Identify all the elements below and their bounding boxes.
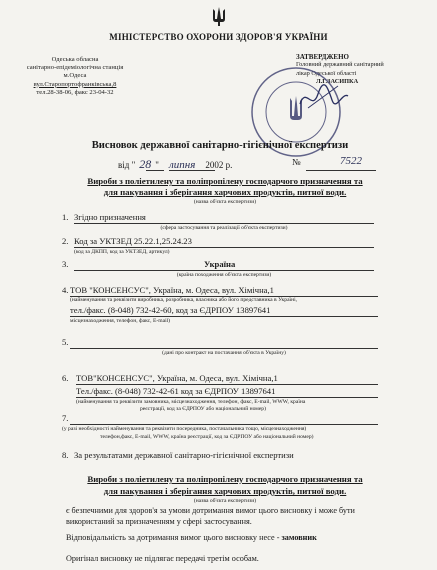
item-6-num: 6. xyxy=(62,373,69,383)
product-line-2: для пакування і зберігання харчових продуктів, питної води. xyxy=(103,187,347,197)
item-7-caption-b: телефон,факс, E-mail, WWW, країна реєстрації, код за ЄДРПОУ або національний номер) xyxy=(100,434,314,440)
ministry-title: МІНІСТЕРСТВО ОХОРОНИ ЗДОРОВ'Я УКРАЇНИ xyxy=(109,32,328,42)
responsibility-text: Відповідальність за дотримання вимог цього висновку несе - xyxy=(66,533,282,542)
signature xyxy=(298,82,350,112)
approved-line: Л.Г.ЗАСИПКА xyxy=(316,77,359,85)
doc-number-label: № xyxy=(292,157,301,167)
responsibility-line xyxy=(66,533,317,542)
date-month: липня xyxy=(168,159,196,171)
doc-number-value: 7522 xyxy=(340,155,362,167)
item-6-caption-a: (найменування та реквізити замовника, місцезнаходження, телефон, факс, E-mail, WWW, країна xyxy=(76,399,306,405)
responsible-party: замовник xyxy=(281,533,317,542)
conclusion-caption: (назва об'єкта експертизи) xyxy=(193,498,257,504)
item-8-text: За результатами державної санітарно-гігієнічної експертизи xyxy=(74,450,294,460)
org-line: м.Одеса xyxy=(63,72,87,80)
date-mid: " xyxy=(155,160,159,170)
date-day: 28 xyxy=(139,157,152,171)
item-4-caption: (найменування та реквізити виробника, розробника, власника або його представника в Україні, xyxy=(70,297,298,303)
product-line-1: Вироби з поліетилену та поліпропілену господарчого призначення та xyxy=(87,176,363,186)
item-3-caption: (країна походження об'єкта експертизи) xyxy=(176,272,272,278)
org-block xyxy=(0,56,150,97)
trident-emblem-icon xyxy=(212,6,226,28)
footer-note: Оригінал висновку не підлягає передачі третім особам. xyxy=(66,554,259,563)
item-7-num: 7. xyxy=(62,413,69,423)
date-prefix: від " xyxy=(118,160,136,170)
item-1-text: Згідно призначення xyxy=(74,212,146,222)
item-1-num: 1. xyxy=(62,212,69,222)
org-line: санітарно-епідеміологічна станція xyxy=(26,64,124,72)
approved-line: лікар Одеської області xyxy=(296,69,357,77)
item-2-text: Код за УКТЗЕД 25.22.1,25.24.23 xyxy=(74,236,192,246)
item-4-text: ТОВ "КОНСЕНСУС", Україна, м. Одеса, вул. Хімічна,1 xyxy=(70,285,274,295)
item-6-caption-b: реєстрації, код за ЄДРПОУ або національний номер) xyxy=(140,406,266,412)
conclusion-line-2: для пакування і зберігання харчових продуктів, питної води. xyxy=(103,486,347,496)
conclusion-line-1: Вироби з поліетилену та поліпропілену господарчого призначення та xyxy=(87,474,363,484)
safety-line-2: використаний за призначенням у сфері застосування. xyxy=(66,517,252,526)
item-4-text-2: тел./факс. (8-048) 732-42-60, код за ЄДРПОУ 13897641 xyxy=(70,305,271,315)
item-8-num: 8. xyxy=(62,450,69,460)
safety-line-1: є безпечними для здоров'я за умови дотримання вимог цього висновку і може бути xyxy=(66,506,355,515)
item-7-caption-a: (у разі необхідності найменування та реквізити посередника, постачальника тощо, місцезнаходження) xyxy=(62,426,307,432)
document-title: Висновок державної санітарно-гігієнічної експертизи xyxy=(91,140,349,151)
item-5-num: 5. xyxy=(62,337,69,347)
item-4-num: 4. xyxy=(62,285,69,295)
item-4-caption-2: місцезнаходження, телефон, факс, E-mail) xyxy=(70,318,171,324)
approved-line: Головний державний санітарний xyxy=(296,61,384,69)
item-5-caption: (дані про контракт на постачання об'єкта в Україну) xyxy=(162,350,286,356)
org-line: Одеська обласна xyxy=(51,56,99,63)
item-3-num: 3. xyxy=(62,259,69,269)
item-6-text-2: Тел./факс. (8-048) 732-42-61 код за ЄДРПОУ 13897641 xyxy=(76,386,276,396)
item-2-num: 2. xyxy=(62,236,69,246)
item-3-text: Україна xyxy=(204,259,236,269)
item-1-caption: (сфера застосування та реалізації об'єкта експертизи) xyxy=(160,225,288,231)
item-2-caption: (код за ДКПП, код за УКТЗЕД, артикул) xyxy=(74,249,170,255)
org-line: вул.Старопортофранківська,8 xyxy=(33,80,117,88)
org-line: тел.28-38-06, факс 23-04-32 xyxy=(36,88,114,96)
approved-title: ЗАТВЕРДЖЕНО xyxy=(296,53,349,61)
item-6-text: ТОВ"КОНСЕНСУС", Україна, м. Одеса, вул. Хімічна,1 xyxy=(76,373,278,383)
product-caption: (назва об'єкта експертизи) xyxy=(193,199,257,205)
date-year: 2002 р. xyxy=(205,160,233,170)
